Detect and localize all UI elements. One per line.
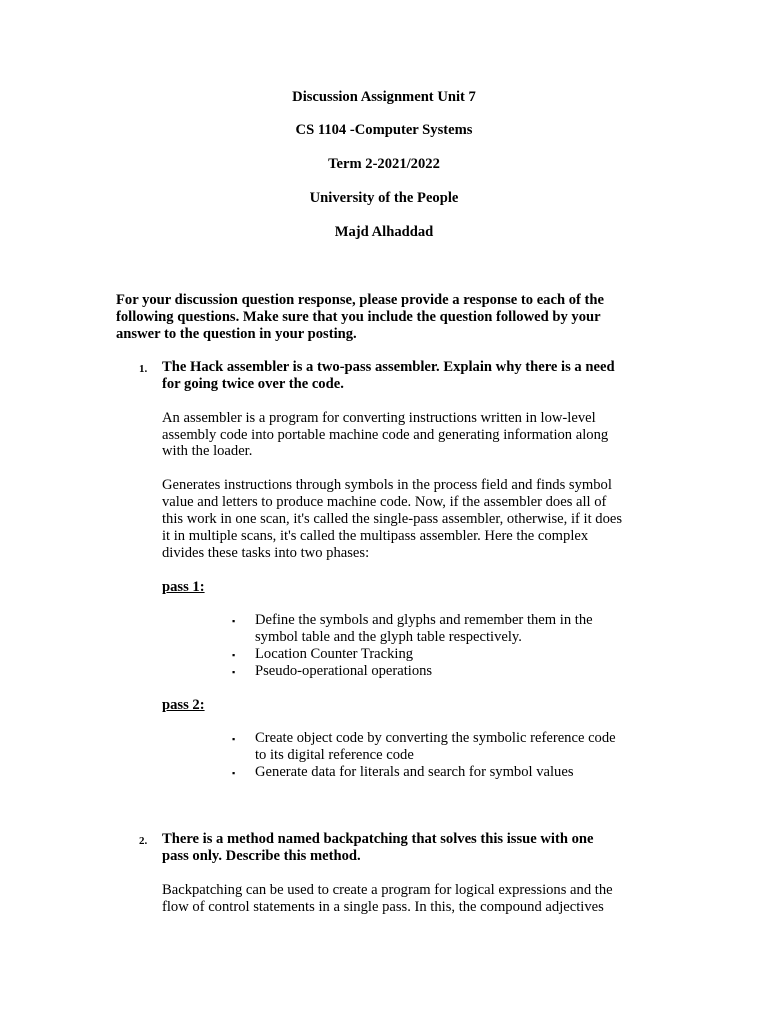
list-item: symbol table and the glyph table respectively. [255,629,522,645]
university-name: University of the People [309,190,459,206]
author-name: Majd Alhaddad [334,224,434,240]
answer-line: flow of control statements in a single pass. In this, the compound adjectives [162,899,604,915]
bullet-icon: ▪ [232,734,236,744]
bullet-icon: ▪ [232,616,236,626]
list-item: Pseudo-operational operations [255,663,433,679]
answer-line: assembly code into portable machine code and generating information along [162,427,609,443]
bullet-icon: ▪ [232,667,236,677]
bullet-icon: ▪ [232,650,236,660]
pass2-heading: pass 2: [162,697,205,713]
course-name: CS 1104 -Computer Systems [295,122,473,138]
bullet-icon: ▪ [232,768,236,778]
question-text: There is a method named backpatching that solves this issue with one [162,831,594,847]
term-label: Term 2-2021/2022 [328,156,440,172]
answer-line: An assembler is a program for converting instructions written in low-level [162,410,596,426]
answer-line: with the loader. [162,443,253,459]
list-item: to its digital reference code [255,747,414,763]
question-text: for going twice over the code. [162,376,344,392]
instructions-line: following questions. Make sure that you include the question followed by your [116,309,601,325]
answer-line: this work in one scan, it's called the single-pass assembler, otherwise, if it does [162,511,623,527]
question-number: 1. [139,363,148,375]
answer-line: Generates instructions through symbols in the process field and finds symbol [162,477,612,493]
instructions-line: answer to the question in your posting. [116,326,357,342]
question-text: pass only. Describe this method. [162,848,361,864]
question-number: 2. [139,835,148,847]
list-item: Define the symbols and glyphs and remember them in the [255,612,593,628]
answer-line: divides these tasks into two phases: [162,545,370,561]
document-title: Discussion Assignment Unit 7 [292,89,476,105]
list-item: Create object code by converting the symbolic reference code [255,730,616,746]
pass1-heading: pass 1: [162,579,205,595]
answer-line: it in multiple scans, it's called the multipass assembler. Here the complex [162,528,589,544]
instructions-line: For your discussion question response, please provide a response to each of the [116,292,604,308]
answer-line: Backpatching can be used to create a program for logical expressions and the [162,882,613,898]
list-item: Location Counter Tracking [255,646,414,662]
question-text: The Hack assembler is a two-pass assembler. Explain why there is a need [162,359,615,375]
list-item: Generate data for literals and search for symbol values [255,764,574,780]
answer-line: value and letters to produce machine code. Now, if the assembler does all of [162,494,607,510]
